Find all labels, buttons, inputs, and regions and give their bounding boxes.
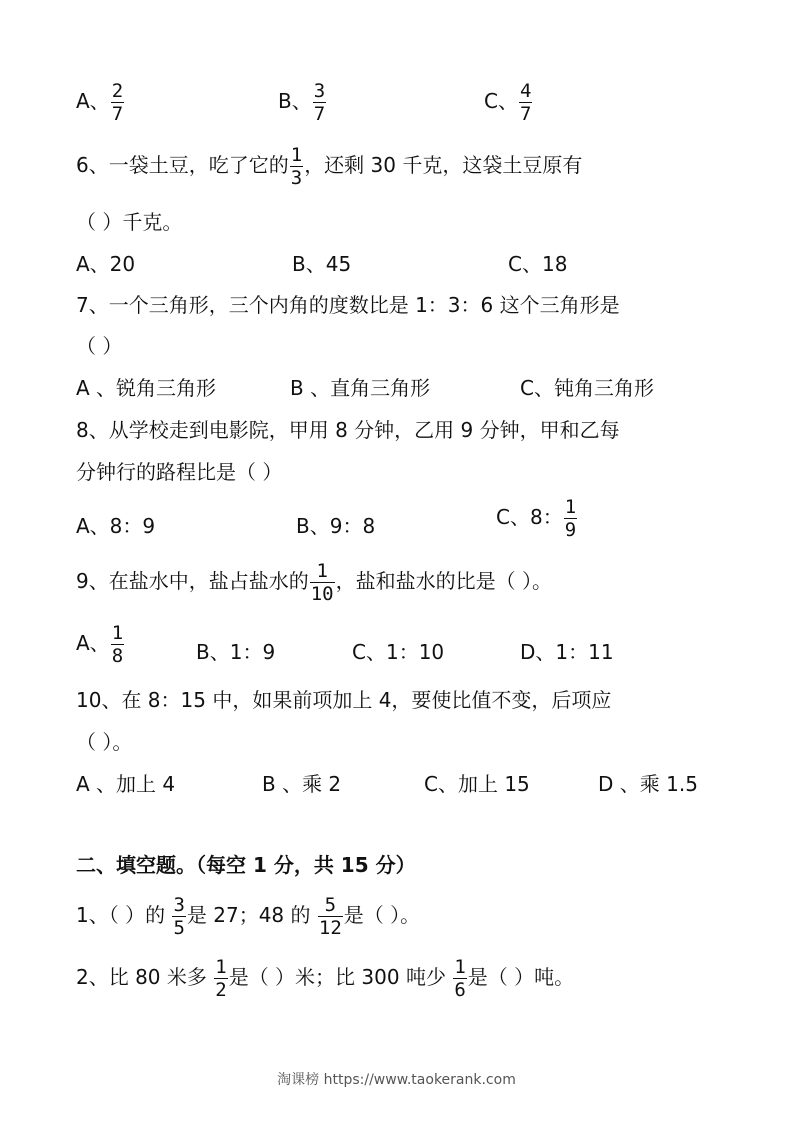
q6-question: 6、一袋土豆，吃了它的 $\frac{1}{3}$ ，还剩 30 千克，这袋土豆原有 xyxy=(76,144,583,189)
fraction: $\frac{1}{9}$ xyxy=(564,496,577,541)
q8-option-c: C、8： $\frac{1}{9}$ xyxy=(496,496,577,541)
q6-option-b: B、45 xyxy=(292,252,352,276)
q9-option-c: C、1：10 xyxy=(352,640,445,664)
q7-question: 7、一个三角形，三个内角的度数比是 1：3：6 这个三角形是 xyxy=(76,293,620,317)
q7-option-b: B 、直角三角形 xyxy=(290,376,431,400)
fraction: $\frac{2}{7}$ xyxy=(111,80,124,125)
q10-option-a: A 、加上 4 xyxy=(76,772,176,796)
q10-question: 10、在 8：15 中，如果前项加上 4，要使比值不变，后项应 xyxy=(76,688,612,712)
q10-option-b: B 、乘 2 xyxy=(262,772,342,796)
q8-option-a: A、8：9 xyxy=(76,514,156,538)
q6-question-line2: （ ）千克。 xyxy=(76,210,183,234)
q5-option-a: A、 $\frac{2}{7}$ xyxy=(76,80,124,125)
q10-option-d: D 、乘 1.5 xyxy=(598,772,698,796)
q8-question: 8、从学校走到电影院，甲用 8 分钟，乙用 9 分钟，甲和乙每 xyxy=(76,418,620,442)
fraction: $\frac{1}{3}$ xyxy=(290,144,303,189)
fill-question-2: 2、比 80 米多 $\frac{1}{2}$ 是（ ）米；比 300 吨少 $\frac{1}{6}$ 是（ ）吨。 xyxy=(76,956,575,1001)
q7-option-c: C、钝角三角形 xyxy=(520,376,654,400)
q5-option-c: C、 $\frac{4}{7}$ xyxy=(484,80,532,125)
fraction: $\frac{1}{2}$ xyxy=(215,956,227,1001)
fraction: $\frac{1}{10}$ xyxy=(310,560,334,605)
section-title: 二、填空题。（每空 1 分，共 15 分） xyxy=(76,853,416,877)
footer-watermark: 淘课榜 https://www.taokerank.com xyxy=(277,1072,516,1088)
q9-option-b: B、1：9 xyxy=(196,640,276,664)
fraction: $\frac{5}{12}$ xyxy=(318,894,342,939)
fraction: $\frac{1}{8}$ xyxy=(111,622,124,667)
q10-question-line2: （ ）。 xyxy=(76,730,133,754)
q7-question-line2: （ ） xyxy=(76,334,123,358)
q9-option-d: D、1：11 xyxy=(520,640,614,664)
q8-option-b: B、9：8 xyxy=(296,514,376,538)
fraction: $\frac{3}{7}$ xyxy=(313,80,326,125)
fraction: $\frac{1}{6}$ xyxy=(454,956,466,1001)
q6-option-a: A、20 xyxy=(76,252,136,276)
fraction: $\frac{4}{7}$ xyxy=(519,80,532,125)
q9-option-a: A、 $\frac{1}{8}$ xyxy=(76,622,124,667)
fraction: $\frac{3}{5}$ xyxy=(173,894,185,939)
fill-question-1: 1、（ ）的 $\frac{3}{5}$ 是 27；48 的 $\frac{5}{12}$ 是（ ）。 xyxy=(76,894,421,939)
q6-option-c: C、18 xyxy=(508,252,568,276)
q5-option-b: B、 $\frac{3}{7}$ xyxy=(278,80,326,125)
q9-question: 9、在盐水中，盐占盐水的 $\frac{1}{10}$ ，盐和盐水的比是（ ）。 xyxy=(76,560,552,605)
q8-question-line2: 分钟行的路程比是（ ） xyxy=(76,460,283,484)
q7-option-a: A 、锐角三角形 xyxy=(76,376,217,400)
q10-option-c: C、加上 15 xyxy=(424,772,530,796)
